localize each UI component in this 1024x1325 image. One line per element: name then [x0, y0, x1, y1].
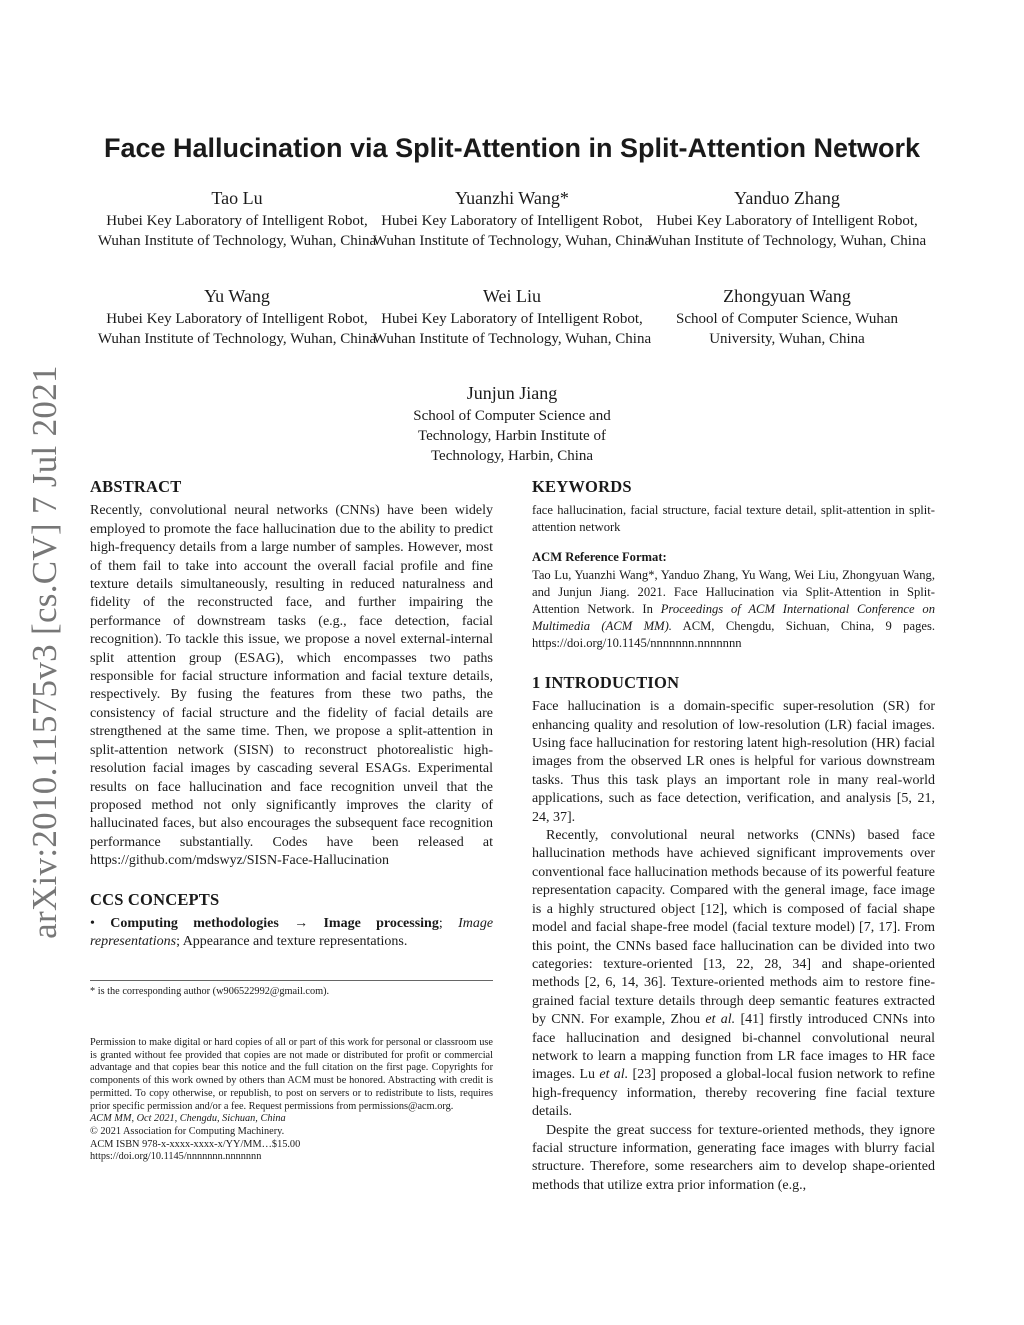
ccs-concepts [90, 915, 493, 952]
footnote-rule [90, 980, 493, 981]
ccs-separator: ; [438, 915, 443, 931]
author-name: Zhongyuan Wang [723, 286, 851, 306]
paper-title: Face Hallucination via Split-Attention in Split-Attention Network [103, 133, 921, 163]
author-block [392, 381, 632, 466]
left-column [90, 478, 493, 952]
copyright-line: © 2021 Association for Computing Machinery. [90, 1125, 285, 1137]
author-affiliation: Hubei Key Laboratory of Intelligent Robot, Wuhan Institute of Technology, Wuhan, China [97, 213, 377, 249]
ccs-concept-image-processing: Image processing [323, 915, 439, 931]
conference-line: ACM MM, Oct 2021, Chengdu, Sichuan, China [90, 1113, 286, 1125]
author-affiliation: School of Computer Science, Wuhan University, Wuhan, China [676, 311, 898, 347]
author-affiliation: School of Computer Science and Technology, Harbin Institute of Technology, Harbin, China [413, 408, 611, 464]
isbn-line: ACM ISBN 978-x-xxxx-xxxx-x/YY/MM…$15.00 [90, 1138, 301, 1150]
permission-block [90, 1037, 493, 1164]
author-name: Yanduo Zhang [734, 188, 840, 208]
acm-reference-heading: ACM Reference Format: [532, 550, 667, 565]
ccs-heading: CCS CONCEPTS [90, 889, 220, 909]
author-affiliation: Hubei Key Laboratory of Intelligent Robot, Wuhan Institute of Technology, Wuhan, China [372, 311, 652, 347]
author-block [642, 186, 932, 251]
right-column [532, 478, 935, 1195]
permission-text: Permission to make digital or hard copies of all or part of this work for personal or classroom use is granted without fee provided that copies are not made or distributed for profit or commercial advantage and that copies bear this notice and the full citation on the first page. Copyrights for components of this work owned by others than ACM must be honored. Abstracting with credit is permitted. To copy otherwise, or republish, to post on servers or to redistribute to lists, requires prior specific permission and/or a fee. Request permissions from permissions@acm.org. [90, 1037, 493, 1112]
ccs-arrow: → [294, 915, 309, 931]
author-name: Yuanzhi Wang* [455, 188, 569, 208]
author-block [367, 186, 657, 251]
intro-paragraph-3: Despite the great success for texture-oriented methods, they ignore facial structure information, generating face images with blurry facial structure. Therefore, some researchers aim to develop shape-oriented methods that utilize extra prior information (e.g., [532, 1122, 935, 1193]
author-name: Yu Wang [204, 286, 270, 306]
ccs-concept-computing: Computing methodologies [110, 915, 279, 931]
author-block [642, 284, 932, 349]
author-block [367, 284, 657, 349]
author-affiliation: Hubei Key Laboratory of Intelligent Robot, Wuhan Institute of Technology, Wuhan, China [647, 213, 927, 249]
author-block [92, 284, 382, 349]
author-name: Junjun Jiang [466, 383, 558, 403]
author-name: Wei Liu [482, 286, 542, 306]
acm-reference-text: Tao Lu, Yuanzhi Wang*, Yanduo Zhang, Yu Wang, Wei Liu, Zhongyuan Wang, and Junjun Jiang. 2021. Face Hallucination via Split-Attention in Split-Attention Network. In Proceedings of ACM International Conference on Multimedia (ACM MM). ACM, Chengdu, Sichuan, China, 9 pages. https://doi.org/10.1145/nnnnnnn.nnnnnnn [532, 567, 936, 650]
arxiv-id-text: arXiv:2010.11575v3 [cs.CV] 7 Jul 2021 [25, 365, 64, 939]
ccs-concept-image-representations: Image representations [90, 915, 494, 950]
introduction-heading: 1 INTRODUCTION [532, 672, 680, 692]
abstract-heading: ABSTRACT [90, 477, 182, 496]
ccs-bullet: • [90, 915, 95, 931]
ccs-concept-appearance: ; Appearance and texture representations. [176, 934, 408, 950]
intro-paragraph-2: Recently, convolutional neural networks (CNNs) based face hallucination methods have achieved significant improvements over conventional face hallucination methods because of its powerful feature representation capacity. Compared with the general image, face image is a highly structured object [12], which is composed of facial shape model and facial shape-free model (facial texture model) [7, 17]. From this point, the CNNs based face hallucination can be divided into two categories: texture-oriented [13, 22, 28, 34] and shape-oriented methods [2, 6, 14, 36]. Texture-oriented methods aim to restore fine-grained facial texture details through deep semantic features extracted by CNN. For example, Zhou et al. [41] firstly introduced CNNs into face hallucination and designed bi-channel convolutional neural network to learn a mapping function from LR face images to HR face images. Lu et al. [23] proposed a global-local fusion network to refine high-frequency information, thereby recovering fine facial texture details. [532, 828, 935, 1120]
abstract-text: Recently, convolutional neural networks (CNNs) have been widely employed to promote the face hallucination due to the ability to predict high-frequency details from a large number of samples. However, most of them fail to take into account the overall facial profile and fine texture details simultaneously, resulting in reduced naturalness and fidelity of the reconstructed face, and further impairing the performance of downstream tasks (e.g., face detection, facial recognition). To tackle this issue, we propose a novel external-internal split attention group (ESAG), which encompasses two paths responsible for facial structure information and facial texture details, respectively. By fusing the features from these two paths, the consistency of facial structure and the fidelity of facial details are strengthened at the same time. Then, we propose a split-attention in split-attention network (SISN) to reconstruct photorealistic high-resolution facial images by cascading several ESAGs. Experimental results on face hallucination and face recognition unveil that the proposed method not only significantly improves the clarity of hallucinated faces, but also encourages the subsequent face recognition performance substantially. Codes have been released at https://github.com/mdswyz/SISN-Face-Hallucination [90, 503, 493, 869]
keywords-heading: KEYWORDS [532, 477, 632, 496]
footnote [90, 986, 493, 999]
doi-line: https://doi.org/10.1145/nnnnnnn.nnnnnnn [90, 1151, 262, 1163]
author-affiliation: Hubei Key Laboratory of Intelligent Robot, Wuhan Institute of Technology, Wuhan, China [372, 213, 652, 249]
corresponding-author-note: * is the corresponding author (w906522992@gmail.com). [90, 986, 330, 997]
author-name: Tao Lu [211, 188, 263, 208]
author-affiliation: Hubei Key Laboratory of Intelligent Robot, Wuhan Institute of Technology, Wuhan, China [97, 311, 377, 347]
intro-paragraph-1: Face hallucination is a domain-specific super-resolution (SR) for enhancing quality and resolution of low-resolution (LR) facial images. Using face hallucination for restoring latent high-resolution (HR) facial images from the observed LR ones is helpful for various downstream tasks. Thus this task plays an important role in many real-world applications, such as face detection, verification, and analysis [5, 21, 24, 37]. [532, 699, 935, 825]
arxiv-identifier [23, 365, 67, 939]
keywords-text: face hallucination, facial structure, facial texture detail, split-attention in split-attention network [532, 503, 935, 535]
author-block [92, 186, 382, 251]
